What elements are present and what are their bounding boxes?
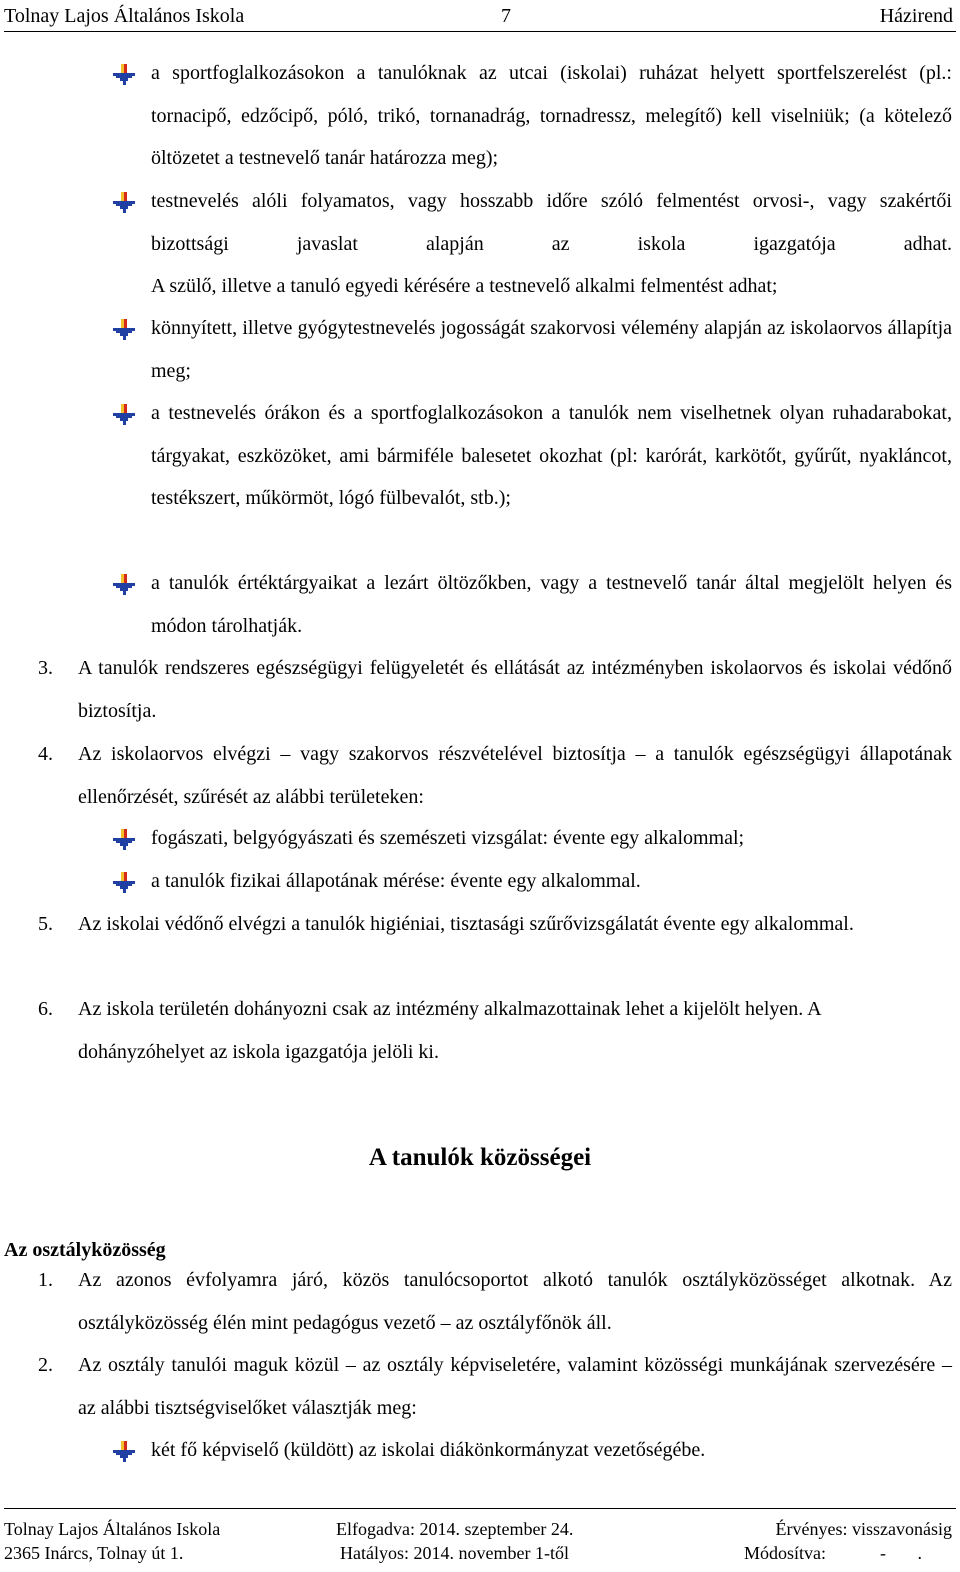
bullet-marker-icon [112,574,136,596]
bullet-item: a sportfoglalkozásokon a tanulóknak az utcai (iskolai) ruházat helyett sportfelszerelést (pl.: tornacipő, edzőcipő, póló, trikó, tornanadrág, tornadressz, melegítő) kell viselniük; (a kötelező öltözetet a testnevelő tanár határozza meg); [151,62,952,170]
list-number: 6. [38,998,53,1020]
footer-valid: Érvényes: visszavonásig [775,1519,952,1539]
bullet-marker-icon [112,192,136,214]
page-footer [4,1508,956,1569]
list-item: Az iskola területén dohányozni csak az intézmény alkalmazottainak lehet a kijelölt helyen. A dohányzóhelyet az iskola igazgatója jelöli ki. [78,998,821,1063]
footer-modified-value: - . [880,1543,922,1563]
bullet-item: a tanulók fizikai állapotának mérése: évente egy alkalommal. [151,870,641,892]
bullet-item: a testnevelés órákon és a sportfoglalkozásokon a tanulók nem viselhetnek olyan ruhadarabokat, tárgyakat, eszközöket, ami bármiféle balesetet okozhat (pl: karórát, karkötőt, gyűrűt, nyakláncot, testékszert, műkörmöt, lógó fülbevalót, stb.); [151,402,952,510]
list-number: 1. [38,1269,53,1291]
page-header [4,5,956,32]
footer-modified-label: Módosítva: [744,1543,827,1563]
footer-effective: Hatályos: 2014. november 1-től [340,1543,569,1563]
bullet-item: testnevelés alóli folyamatos, vagy hosszabb időre szóló felmentést orvosi-, vagy szakértői bizottsági javaslat alapján az iskola igazgatója adhat. [151,190,952,255]
footer-school-name: Tolnay Lajos Általános Iskola [4,1519,221,1539]
footer-accepted: Elfogadva: 2014. szeptember 24. [336,1519,574,1539]
section-title: A tanulók közösségei [368,1144,592,1171]
bullet-marker-icon [112,319,136,341]
bullet-item: a tanulók értéktárgyaikat a lezárt öltözőkben, vagy a testnevelő tanár által megjelölt helyen és módon tárolhatják. [151,572,952,637]
list-item: Az azonos évfolyamra járó, közös tanulócsoportot alkotó tanulók osztályközösséget alkotnak. Az osztályközösség élén mint pedagógus vezető – az osztályfőnök áll. [78,1269,952,1334]
bullet-marker-icon [112,872,136,894]
list-item: Az osztály tanulói maguk közül – az osztály képviseletére, valamint közösségi munkájának szervezésére – az alábbi tisztségviselőket választják meg: [78,1354,952,1419]
bullet-item: fogászati, belgyógyászati és szemészeti vizsgálat: évente egy alkalommal; [151,827,745,849]
bullet-marker-icon [112,1441,136,1463]
list-item: Az iskolai védőnő elvégzi a tanulók higiéniai, tisztasági szűrővizsgálatát évente egy alkalommal. [78,913,854,935]
list-number: 3. [38,657,53,679]
header-school-name: Tolnay Lajos Általános Iskola [4,5,245,27]
header-document-title: Házirend [879,5,953,27]
bullet-item: könnyített, illetve gyógytestnevelés jogosságát szakorvosi vélemény alapján az iskolaorvos állapítja meg; [151,317,952,382]
footer-address: 2365 Inárcs, Tolnay út 1. [4,1543,184,1563]
parent-note: A szülő, illetve a tanuló egyedi kérésére a testnevelő alkalmi felmentést adhat; [151,275,778,297]
bullet-item: két fő képviselő (küldött) az iskolai diákönkormányzat vezetőségébe. [151,1439,706,1461]
list-number: 4. [38,743,53,765]
header-page-number: 7 [501,5,511,27]
bullet-marker-icon [112,404,136,426]
list-item: Az iskolaorvos elvégzi – vagy szakorvos részvételével biztosítja – a tanulók egészségügyi állapotának ellenőrzését, szűrését az alábbi területeken: [78,743,952,808]
list-item: A tanulók rendszeres egészségügyi felügyeletét és ellátását az intézményben iskolaorvos és iskolai védőnő biztosítja. [78,657,952,722]
list-number: 5. [38,913,53,935]
subsection-title: Az osztályközösség [4,1239,166,1261]
list-number: 2. [38,1354,53,1376]
bullet-marker-icon [112,64,136,86]
bullet-marker-icon [112,829,136,851]
